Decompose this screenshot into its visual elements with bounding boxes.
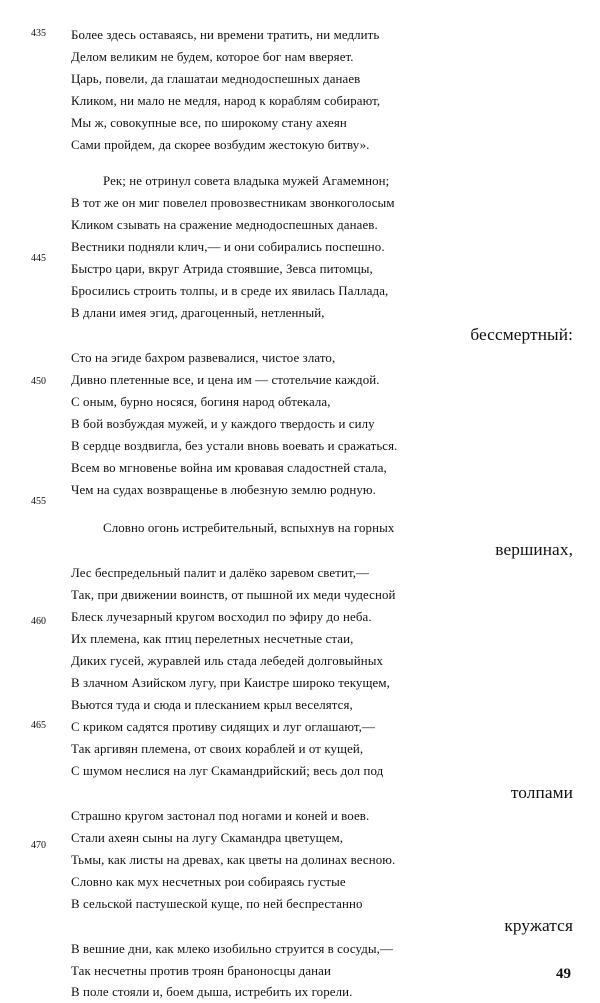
verse-line: В сельской пастушеской куще, по ней беспрестанно	[71, 897, 363, 911]
verse-line: Так аргивян племена, от своих кораблей и от кущей,	[71, 742, 364, 756]
verse-line: Их племена, как птиц перелетных несчетные стаи,	[71, 632, 354, 646]
verse-line: Вьются туда и сюда и плесканием крыл веселятся,	[71, 698, 353, 712]
verse-line: В сердце воздвигла, без устали вновь воевать и сражаться.	[71, 439, 398, 453]
line-number-465: 465	[31, 720, 46, 731]
verse-line: Делом великим не будем, которое бог нам вверяет.	[71, 50, 354, 64]
verse-line: Лес беспредельный палит и далёко заревом светит,—	[71, 566, 370, 580]
verse-line: В длани имея эгид, драгоценный, нетленный,	[71, 306, 325, 320]
verse-line: С шумом неслися на луг Скамандрийский; весь дол под	[71, 764, 384, 778]
verse-line: Быстро цари, вкруг Атрида стоявшие, Зевса питомцы,	[71, 262, 373, 276]
verse-line: Словно огонь истребительный, вспыхнув на горных	[103, 521, 395, 535]
verse-line-continuation: толпами	[510, 783, 573, 802]
line-number-460: 460	[31, 616, 46, 627]
verse-line: С оным, бурно носяся, богиня народ обтекала,	[71, 395, 331, 409]
verse-line: Рек; не отринул совета владыка мужей Агамемнон;	[103, 174, 390, 188]
verse-line: В вешние дни, как млеко изобильно струится в сосуды,—	[71, 942, 393, 956]
line-number-450: 450	[31, 376, 46, 387]
verse-line: В поле стояли и, боем дыша, истребить их горели.	[71, 985, 353, 999]
verse-line-continuation: вершинах,	[495, 540, 573, 559]
verse-line: Блеск лучезарный кругом восходил по эфиру до неба.	[71, 610, 372, 624]
verse-line: Кликом сзывать на сражение меднодоспешных данаев.	[71, 218, 378, 232]
line-number-455: 455	[31, 496, 46, 507]
verse-line: Мы ж, совокупные все, по широкому стану ахеян	[71, 116, 347, 130]
verse-line: В бой возбуждая мужей, и у каждого твердость и силу	[71, 417, 375, 431]
verse-line: С криком садятся противу сидящих и луг оглашают,—	[71, 720, 375, 734]
line-number-435: 435	[31, 28, 46, 39]
verse-line: Так несчетны против троян браноносцы данаи	[71, 964, 331, 978]
verse-line: Более здесь оставаясь, ни времени тратить, ни медлить	[71, 28, 380, 42]
verse-line: Вестники подняли клич,— и они собирались поспешно.	[71, 240, 385, 254]
verse-line-continuation: кружатся	[504, 916, 573, 935]
verse-line: Всем во мгновенье война им кровавая сладостней стала,	[71, 461, 387, 475]
verse-line: Бросились строить толпы, и в среде их явилась Паллада,	[71, 284, 389, 298]
verse-line: Кликом, ни мало не медля, народ к кораблям собирают,	[71, 94, 381, 108]
verse-line: Тьмы, как листы на древах, как цветы на долинах весною.	[71, 853, 396, 867]
verse-line: Словно как мух несчетных рои собираясь густые	[71, 875, 346, 889]
verse-line: Диких гусей, журавлей иль стада лебедей долговыйных	[71, 654, 384, 668]
verse-line: Дивно плетенные все, и цена им — стотельчие каждой.	[71, 373, 380, 387]
verse-line: Страшно кругом застонал под ногами и коней и воев.	[71, 809, 370, 823]
page-number: 49	[556, 966, 571, 982]
verse-line: Сто на эгиде бахром развевалися, чистое злато,	[71, 351, 336, 365]
line-number-445: 445	[31, 253, 46, 264]
verse-line: В злачном Азийском лугу, при Каистре широко текущем,	[71, 676, 390, 690]
line-number-470: 470	[31, 840, 46, 851]
verse-line: Так, при движении воинств, от пышной их меди чудесной	[71, 588, 396, 602]
verse-line: В тот же он миг повелел провозвестникам звонкоголосым	[71, 196, 395, 210]
verse-line: Стали ахеян сыны на лугу Скамандра цветущем,	[71, 831, 344, 845]
verse-line: Сами пройдем, да скорее возбудим жестокую битву».	[71, 138, 370, 152]
verse-line: Царь, повели, да глашатаи меднодоспешных данаев	[71, 72, 361, 86]
verse-line-continuation: бессмертный:	[470, 325, 573, 344]
verse-line: Чем на судах возвращенье в любезную землю родную.	[71, 483, 376, 497]
